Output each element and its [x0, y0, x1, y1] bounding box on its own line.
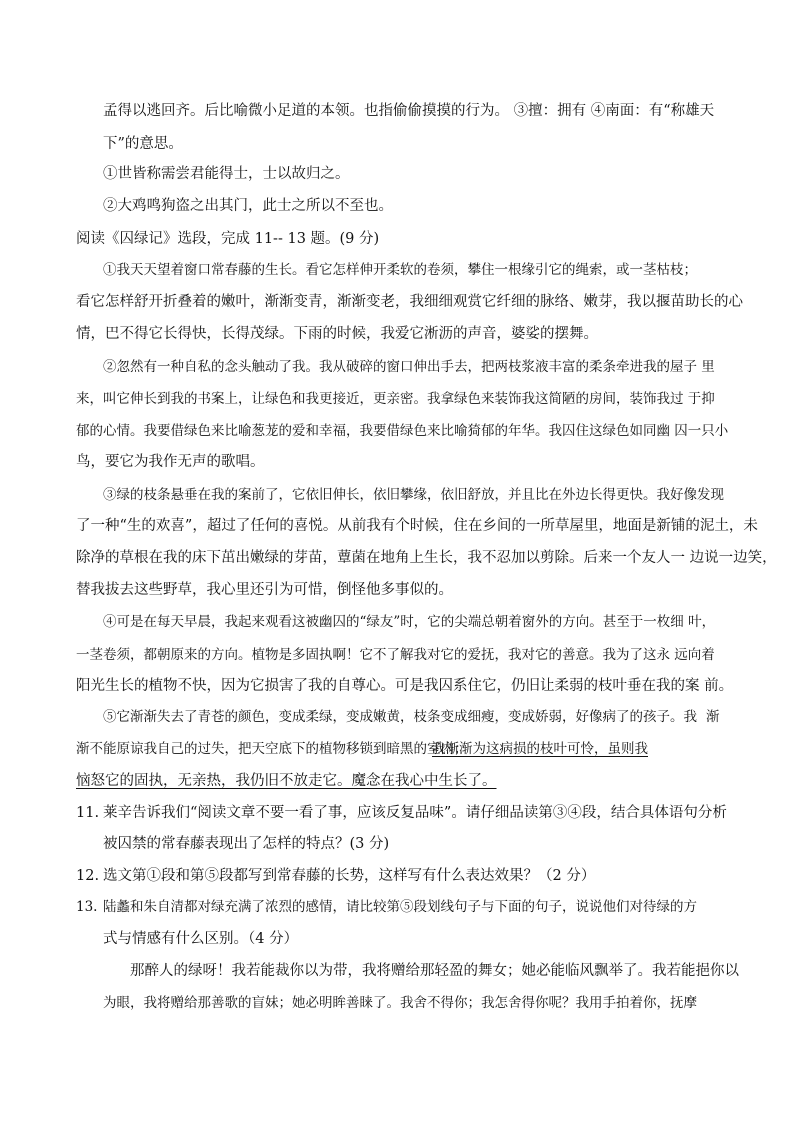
- passage-p1-line: 情，巴不得它长得快，长得茂绿。下雨的时候，我爱它淅沥的声音，婆娑的摆舞。: [76, 326, 598, 342]
- question-13-text: 式与情感有什么区别。（4 分）: [103, 931, 299, 947]
- passage-p1-line: ①我天天望着窗口常春藤的生长。看它怎样伸开柔软的卷须，攀住一根缘引它的绳索，或一茎枯枝；: [103, 262, 697, 278]
- quote-line: 那醉人的绿呀！我若能裁你以为带，我将赠给那轻盈的舞女；她必能临风飘举了。我若能挹你以: [130, 963, 739, 979]
- quote-line: 为眼，我将赠给那善歌的盲妹；她必明眸善睐了。我舍不得你；我怎舍得你呢？我用手拍着你，抚摩: [103, 995, 697, 1011]
- passage-p2-line: ②忽然有一种自私的念头触动了我。我从破碎的窗口伸出手去，把两枝浆液丰富的柔条牵进我的屋子 里: [103, 359, 715, 375]
- passage-p3-line: 替我拔去这些野草，我心里还引为可惜，倒怪他多事似的。: [76, 582, 453, 598]
- question-number: 11.: [76, 805, 100, 821]
- question-number: 13.: [76, 899, 98, 915]
- underlined-sentence: 恼怒它的固执，无亲热，我仍旧不放走它。魔念在我心中生长了。: [76, 773, 497, 789]
- passage-p3-line: 除净的草根在我的床下茁出嫩绿的芽苗，蕈菌在地角上生长，我不忍加以剪除。后来一个友人一 边说一边笑，: [76, 550, 777, 566]
- section-header: 阅读《囚绿记》选段，完成 11-- 13 题。(9 分): [76, 231, 380, 247]
- passage-p5-line: 渐不能原谅我自己的过失，把天空底下的植物移锁到暗黑的室内；: [76, 741, 468, 757]
- passage-p3-line: 了一种“生的欢喜”，超过了任何的喜悦。从前我有个时候，住在乡间的一所草屋里，地面是新铺的泥土，未: [76, 518, 758, 534]
- underlined-sentence: 我渐渐为这病损的枝叶可怜，虽则我: [432, 741, 648, 757]
- note-line-1: 孟得以逃回齐。后比喻微小足道的本领。也指偷偷摸摸的行为。 ③擅：拥有 ④南面：有“称雄天: [103, 103, 715, 119]
- question-11-text: 被囚禁的常春藤表现出了怎样的特点？(3 分): [103, 836, 390, 852]
- translate-item-1: ①世皆称需尝君能得士，士以故归之。: [103, 166, 350, 182]
- passage-p2-line: 来，叫它伸长到我的书案上，让绿色和我更接近，更亲密。我拿绿色来装饰我这简陋的房间，装饰我过 于抑: [76, 391, 715, 407]
- passage-p1-line: 看它怎样舒开折叠着的嫩叶，渐渐变青，渐渐变老，我细细观赏它纤细的脉络、嫩芽，我以揠苗助长的心: [76, 294, 743, 310]
- passage-p3-line: ③绿的枝条悬垂在我的案前了，它依旧伸长，依旧攀缘，依旧舒放，并且比在外边长得更快。我好像发现: [103, 487, 724, 503]
- passage-p5-line-end: 渐: [706, 709, 720, 725]
- passage-p2-line: 郁的心情。我要借绿色来比喻葱茏的爱和幸福，我要借绿色来比喻猗郁的年华。我囚住这绿色如同幽 囚一只小: [76, 423, 729, 439]
- passage-p4-line: 一茎卷须，都朝原来的方向。植物是多固执啊！它不了解我对它的爱抚，我对它的善意。我为了这永 远向着: [76, 647, 715, 663]
- passage-p4-line: ④可是在每天早晨，我起来观看这被幽囚的“绿友”时，它的尖端总朝着窗外的方向。甚至于一枚细 叶，: [103, 614, 716, 630]
- question-11-text: 莱辛告诉我们“阅读文章不要一看了事，应该反复品味”。请仔细品读第③④段，结合具体语句分析: [103, 805, 727, 821]
- note-line-2: 下”的意思。: [103, 136, 183, 152]
- question-12-text: 选文第①段和第⑤段都写到常春藤的长势，这样写有什么表达效果？（2 分）: [103, 868, 596, 884]
- passage-p2-line: 鸟，要它为我作无声的歌唱。: [76, 454, 265, 470]
- translate-item-2: ②大鸡鸣狗盗之出其门，此士之所以不至也。: [103, 198, 393, 214]
- question-13-text: 陆蠡和朱自清都对绿充满了浓烈的感情，请比较第⑤段划线句子与下面的句子，说说他们对待绿的方: [103, 899, 697, 915]
- question-number: 12.: [76, 868, 100, 884]
- passage-p5-line: ⑤它渐渐失去了青苍的颜色，变成柔绿，变成嫩黄，枝条变成细瘦，变成娇弱，好像病了的孩子。我: [103, 709, 697, 725]
- passage-p4-line: 阳光生长的植物不快，因为它损害了我的自尊心。可是我囚系住它，仍旧让柔弱的枝叶垂在我的案 前。: [76, 678, 734, 694]
